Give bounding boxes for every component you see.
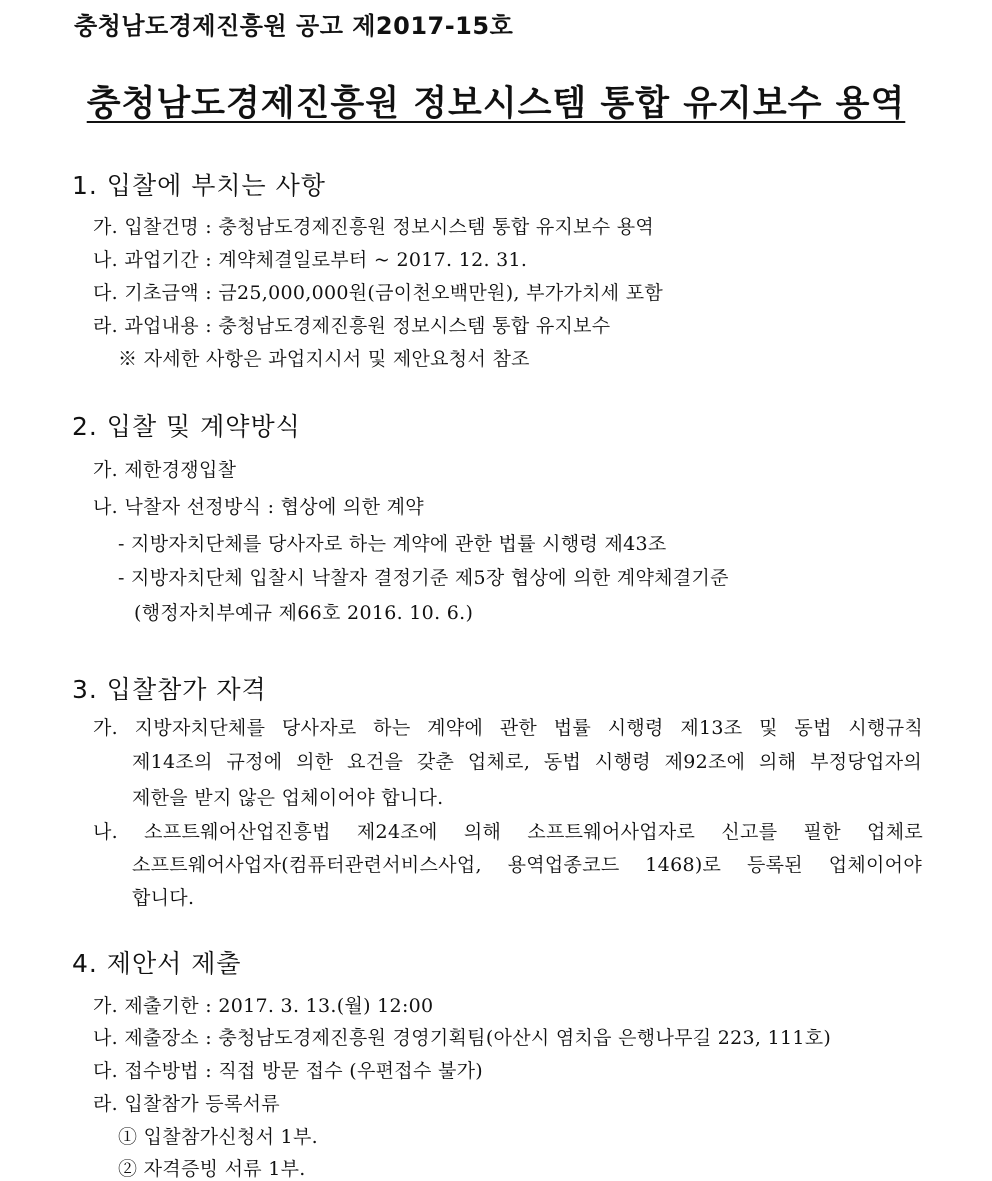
section-4-item-documents: 라. 입찰참가 등록서류 [93,1093,280,1115]
section-3-item-b-line-1: 나. 소프트웨어산업진흥법 제24조에 의해 소프트웨어사업자로 신고를 필한 업체로 [93,821,923,843]
section-1-item-base-amount: 다. 기초금액 : 금25,000,000원(금이천오백만원), 부가가치세 포함 [93,282,664,304]
section-2-item-selection-method: 나. 낙찰자 선정방식 : 협상에 의한 계약 [93,496,424,518]
section-2-sub-item-1: - 지방자치단체를 당사자로 하는 계약에 관한 법률 시행령 제43조 [118,533,667,555]
section-3-item-a-line-3: 제한을 받지 않은 업체이어야 합니다. [132,787,444,809]
section-1-item-period: 나. 과업기간 : 계약체결일로부터 ~ 2017. 12. 31. [93,249,528,271]
section-1-item-scope: 라. 과업내용 : 충청남도경제진흥원 정보시스템 통합 유지보수 [93,315,611,337]
section-heading-3: 3. 입찰참가 자격 [72,675,267,704]
section-4-item-method: 다. 접수방법 : 직접 방문 접수 (우편접수 불가) [93,1060,483,1082]
document-title: 충청남도경제진흥원 정보시스템 통합 유지보수 용역 [86,84,906,124]
section-heading-1: 1. 입찰에 부치는 사항 [72,171,326,200]
document-title-container [0,76,992,126]
section-2-sub-item-2: - 지방자치단체 입찰시 낙찰자 결정기준 제5장 협상에 의한 계약체결기준 [118,567,729,589]
section-2-sub-item-2-ref: (행정자치부예규 제66호 2016. 10. 6.) [134,602,474,624]
notice-number: 충청남도경제진흥원 공고 제2017-15호 [74,12,514,40]
section-1-note: ※ 자세한 사항은 과업지시서 및 제안요청서 참조 [118,348,530,370]
section-3-item-a-line-2: 제14조의 규정에 의한 요건을 갖춘 업체로, 동법 시행령 제92조에 의해 부정당업자의 [132,751,922,773]
section-3-item-b-line-2: 소프트웨어사업자(컴퓨터관련서비스사업, 용역업종코드 1468)로 등록된 업체이어야 [132,854,922,876]
section-3-item-b-line-3: 합니다. [132,887,195,909]
section-4-item-deadline: 가. 제출기한 : 2017. 3. 13.(월) 12:00 [93,995,434,1017]
section-1-item-bid-name: 가. 입찰건명 : 충청남도경제진흥원 정보시스템 통합 유지보수 용역 [93,216,655,238]
section-4-item-location: 나. 제출장소 : 충청남도경제진흥원 경영기획팀(아산시 염치읍 은행나무길 223, 111호) [93,1027,832,1049]
section-2-item-restricted-bid: 가. 제한경쟁입찰 [93,459,237,481]
section-4-document-2: ② 자격증빙 서류 1부. [118,1158,306,1180]
section-3-item-a-line-1: 가. 지방자치단체를 당사자로 하는 계약에 관한 법률 시행령 제13조 및 동법 시행규칙 [93,717,923,739]
section-heading-4: 4. 제안서 제출 [72,949,242,978]
section-heading-2: 2. 입찰 및 계약방식 [72,412,301,441]
section-4-document-1: ① 입찰참가신청서 1부. [118,1126,318,1148]
